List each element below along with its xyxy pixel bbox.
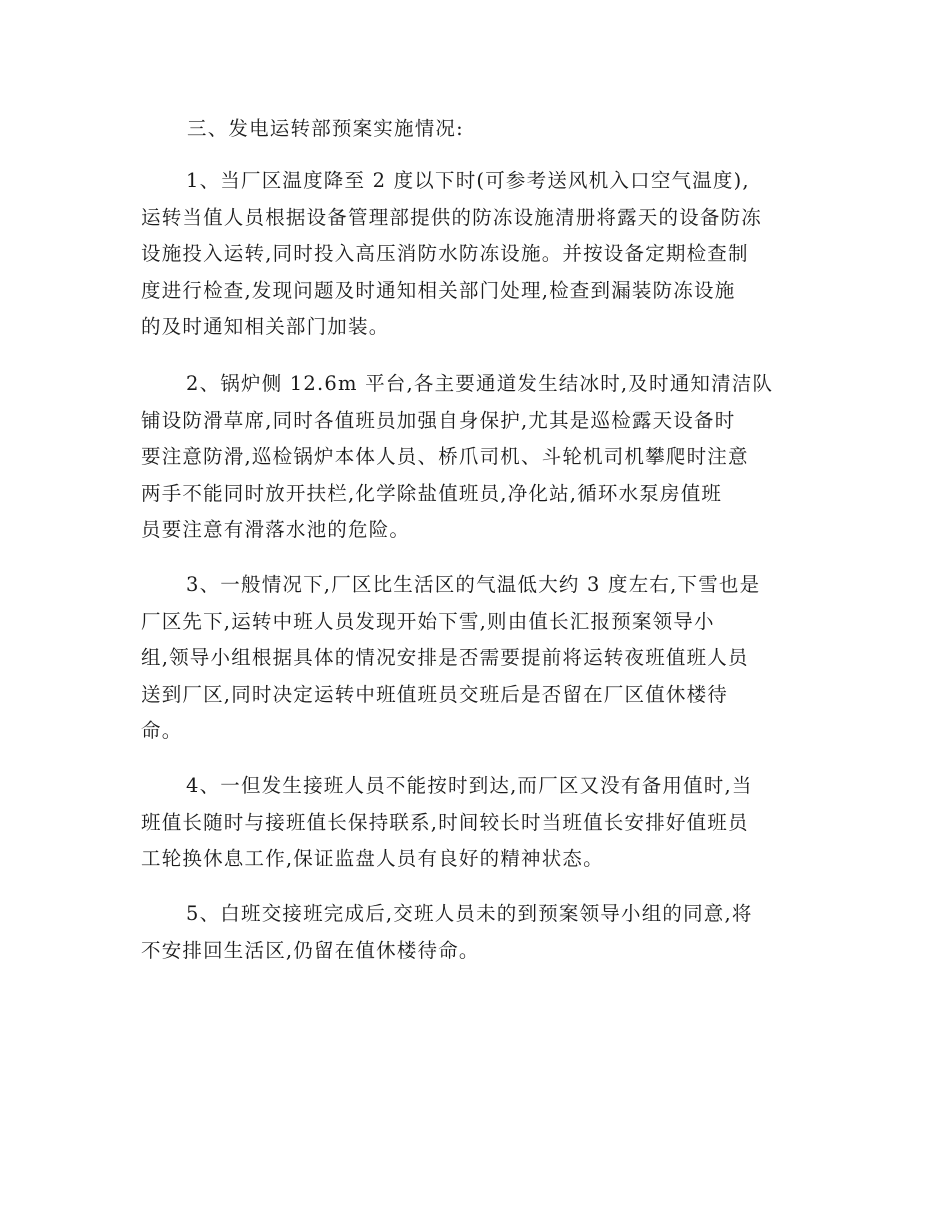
paragraph-line: 1、当厂区温度降至 2 度以下时(可参考送风机入口空气温度), [186,169,750,192]
paragraph-line: 4、一但发生接班人员不能按时到达,而厂区又没有备用值时,当 [186,774,753,797]
paragraph-line: 设施投入运转,同时投入高压消防水防冻设施。并按设备定期检查制 [141,242,749,266]
paragraph-4 [141,768,821,878]
section-heading: 三、发电运转部预案实施情况: [187,117,464,140]
paragraph-line: 不安排回生活区,仍留在值休楼待命。 [141,938,480,962]
paragraph-line: 的及时通知相关部门加装。 [141,315,390,339]
paragraph-line: 组,领导小组根据具体的情况安排是否需要提前将运转夜班值班人员 [141,646,749,670]
paragraph-line: 度进行检查,发现问题及时通知相关部门处理,检查到漏装防冻设施 [141,278,736,302]
paragraph-line: 两手不能同时放开扶栏,化学除盐值班员,净化站,循环水泵房值班 [141,481,723,505]
paragraph-line: 运转当值人员根据设备管理部提供的防冻设施清册将露天的设备防冻 [141,205,763,229]
paragraph-line: 员要注意有滑落水池的危险。 [141,518,411,542]
paragraph-5 [141,896,821,969]
paragraph-line: 要注意防滑,巡检锅炉本体人员、桥爪司机、斗轮机司机攀爬时注意 [141,445,749,469]
paragraph-line: 命。 [141,719,183,743]
paragraph-line: 班值长随时与接班值长保持联系,时间较长时当班值长安排好值班员 [141,810,749,834]
paragraph-2 [141,366,821,549]
paragraph-line: 工轮换休息工作,保证监盘人员有良好的精神状态。 [141,847,604,871]
paragraph-line: 铺设防滑草席,同时各值班员加强自身保护,尤其是巡检露天设备时 [141,408,736,432]
paragraph-line: 3、一般情况下,厂区比生活区的气温低大约 3 度左右,下雪也是 [186,573,761,596]
paragraph-line: 5、白班交接班完成后,交班人员未的到预案领导小组的同意,将 [186,902,753,925]
paragraph-1 [141,163,821,346]
paragraph-3 [141,567,821,750]
paragraph-line: 厂区先下,运转中班人员发现开始下雪,则由值长汇报预案领导小 [141,609,715,633]
paragraph-line: 2、锅炉侧 12.6m 平台,各主要通道发生结冰时,及时通知清洁队 [186,372,774,395]
paragraph-line: 送到厂区,同时决定运转中班值班员交班后是否留在厂区值休楼待 [141,682,728,706]
